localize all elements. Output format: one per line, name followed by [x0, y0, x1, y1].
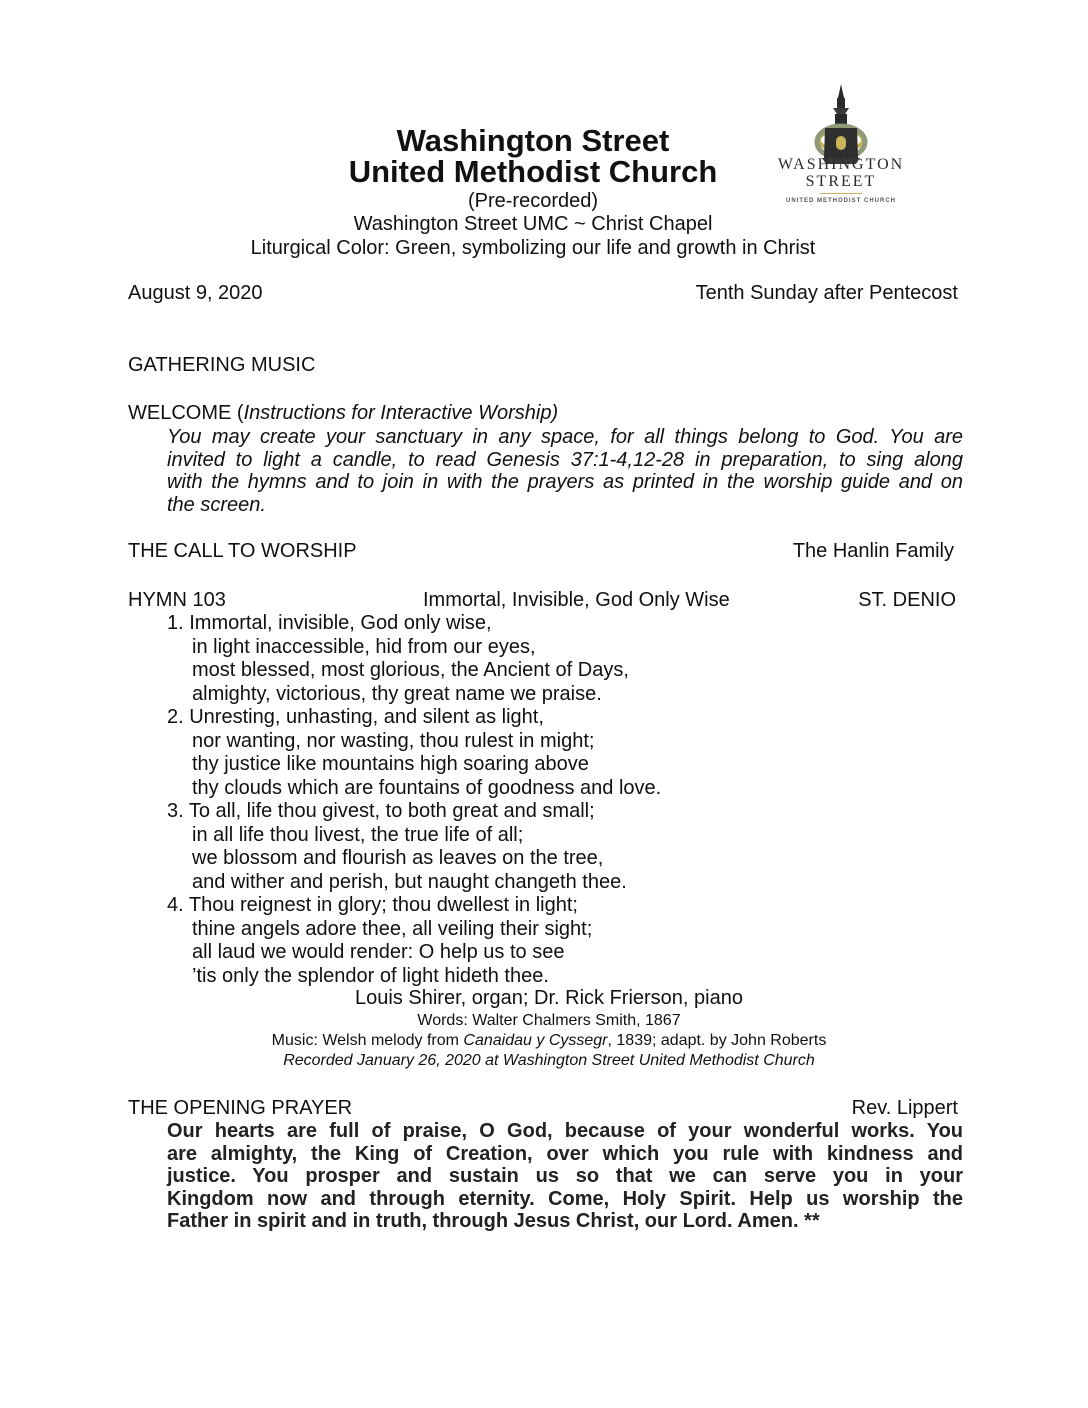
prayer-line: Our hearts are full of praise, O God, because of your wonderful works. You — [167, 1120, 963, 1142]
welcome-line: the screen. — [167, 493, 266, 516]
music-credit-source: Canaidau y Cyssegr — [463, 1032, 608, 1049]
verse-line: 1. Immortal, invisible, God only wise, — [167, 612, 492, 634]
logo-wordmark-line1: WASHINGTON — [777, 156, 905, 173]
welcome-heading-italic: Instructions for Interactive Worship) — [243, 402, 559, 424]
hymn-verse-2 — [167, 706, 661, 800]
verse-line: and wither and perish, but naught changeth thee. — [192, 870, 627, 893]
welcome-line: You may create your sanctuary in any space, for all things belong to God. You are — [167, 426, 963, 448]
verse-line: almighty, victorious, thy great name we praise. — [192, 682, 602, 705]
call-to-worship-leader: The Hanlin Family — [792, 540, 954, 562]
verse-line: 2. Unresting, unhasting, and silent as light, — [167, 706, 544, 728]
verse-line: nor wanting, nor wasting, thou rulest in might; — [192, 729, 595, 752]
venue: Washington Street UMC ~ Christ Chapel — [353, 213, 713, 235]
church-name-line1: Washington Street — [396, 123, 670, 158]
logo-wordmark-line2: STREET — [805, 173, 877, 190]
verse-line: in all life thou livest, the true life of all; — [192, 823, 524, 846]
gathering-music-heading: GATHERING MUSIC — [128, 354, 316, 376]
call-to-worship-heading: THE CALL TO WORSHIP — [128, 540, 357, 562]
service-date: August 9, 2020 — [128, 282, 263, 304]
hymn-verse-3 — [167, 800, 627, 894]
opening-prayer-text — [167, 1120, 963, 1233]
hymn-recording-note: Recorded January 26, 2020 at Washington Street United Methodist Church — [283, 1052, 815, 1069]
prayer-line: are almighty, the King of Creation, over which you rule with kindness and — [167, 1142, 963, 1165]
verse-line: thy clouds which are fountains of goodness and love. — [192, 776, 662, 799]
service-note: (Pre-recorded) — [467, 190, 599, 212]
welcome-instructions — [167, 426, 963, 516]
verse-line: 4. Thou reignest in glory; thou dwellest in light; — [167, 894, 578, 916]
hymn-title: Immortal, Invisible, God Only Wise — [423, 589, 730, 611]
logo-wordmark-line3: UNITED METHODIST CHURCH — [786, 198, 896, 204]
hymn-performers: Louis Shirer, organ; Dr. Rick Frierson, piano — [355, 987, 743, 1009]
hymn-verse-1 — [167, 612, 629, 706]
verse-line: all laud we would render: O help us to see — [192, 941, 565, 963]
hymn-words-credit: Words: Walter Chalmers Smith, 1867 — [417, 1012, 681, 1029]
music-credit-text: , 1839; adapt. by John Roberts — [607, 1032, 827, 1049]
prayer-line: Kingdom now and through eternity. Come, Holy Spirit. Help us worship the — [167, 1187, 963, 1210]
steeple-icon — [770, 84, 912, 210]
verse-line: in light inaccessible, hid from our eyes, — [192, 635, 536, 658]
music-credit-text: Music: Welsh melody from — [271, 1032, 464, 1049]
prayer-line: Father in spirit and in truth, through Jesus Christ, our Lord. Amen. ** — [167, 1210, 820, 1232]
logo-divider — [820, 193, 862, 194]
welcome-line: with the hymns and to join in with the prayers as printed in the worship guide and on — [167, 471, 963, 493]
verse-line: we blossom and flourish as leaves on the tree, — [192, 847, 604, 869]
verse-line: 3. To all, life thou givest, to both great and small; — [167, 800, 595, 822]
hymn-verse-4 — [167, 894, 592, 988]
hymn-tune: ST. DENIO — [858, 589, 956, 611]
prayer-line: justice. You prosper and sustain us so that we can serve you in your — [167, 1165, 963, 1187]
verse-line: most blessed, most glorious, the Ancient of Days, — [192, 659, 629, 681]
opening-prayer-leader: Rev. Lippert — [851, 1097, 958, 1119]
verse-line: ’tis only the splendor of light hideth thee. — [192, 964, 549, 987]
verse-line: thy justice like mountains high soaring above — [192, 753, 589, 775]
welcome-heading — [128, 402, 558, 425]
church-name-line2: United Methodist Church — [348, 154, 718, 189]
hymn-music-credit — [0, 1031, 1088, 1050]
welcome-line: invited to light a candle, to read Genesis 37:1-4,12-28 in preparation, to sing along — [167, 448, 963, 471]
welcome-heading-text: WELCOME ( — [128, 402, 244, 424]
opening-prayer-heading: THE OPENING PRAYER — [128, 1097, 353, 1119]
verse-line: thine angels adore thee, all veiling their sight; — [192, 917, 593, 940]
liturgical-color: Liturgical Color: Green, symbolizing our life and growth in Christ — [250, 237, 816, 259]
liturgical-occasion: Tenth Sunday after Pentecost — [695, 282, 958, 304]
hymn-number: HYMN 103 — [128, 589, 226, 611]
